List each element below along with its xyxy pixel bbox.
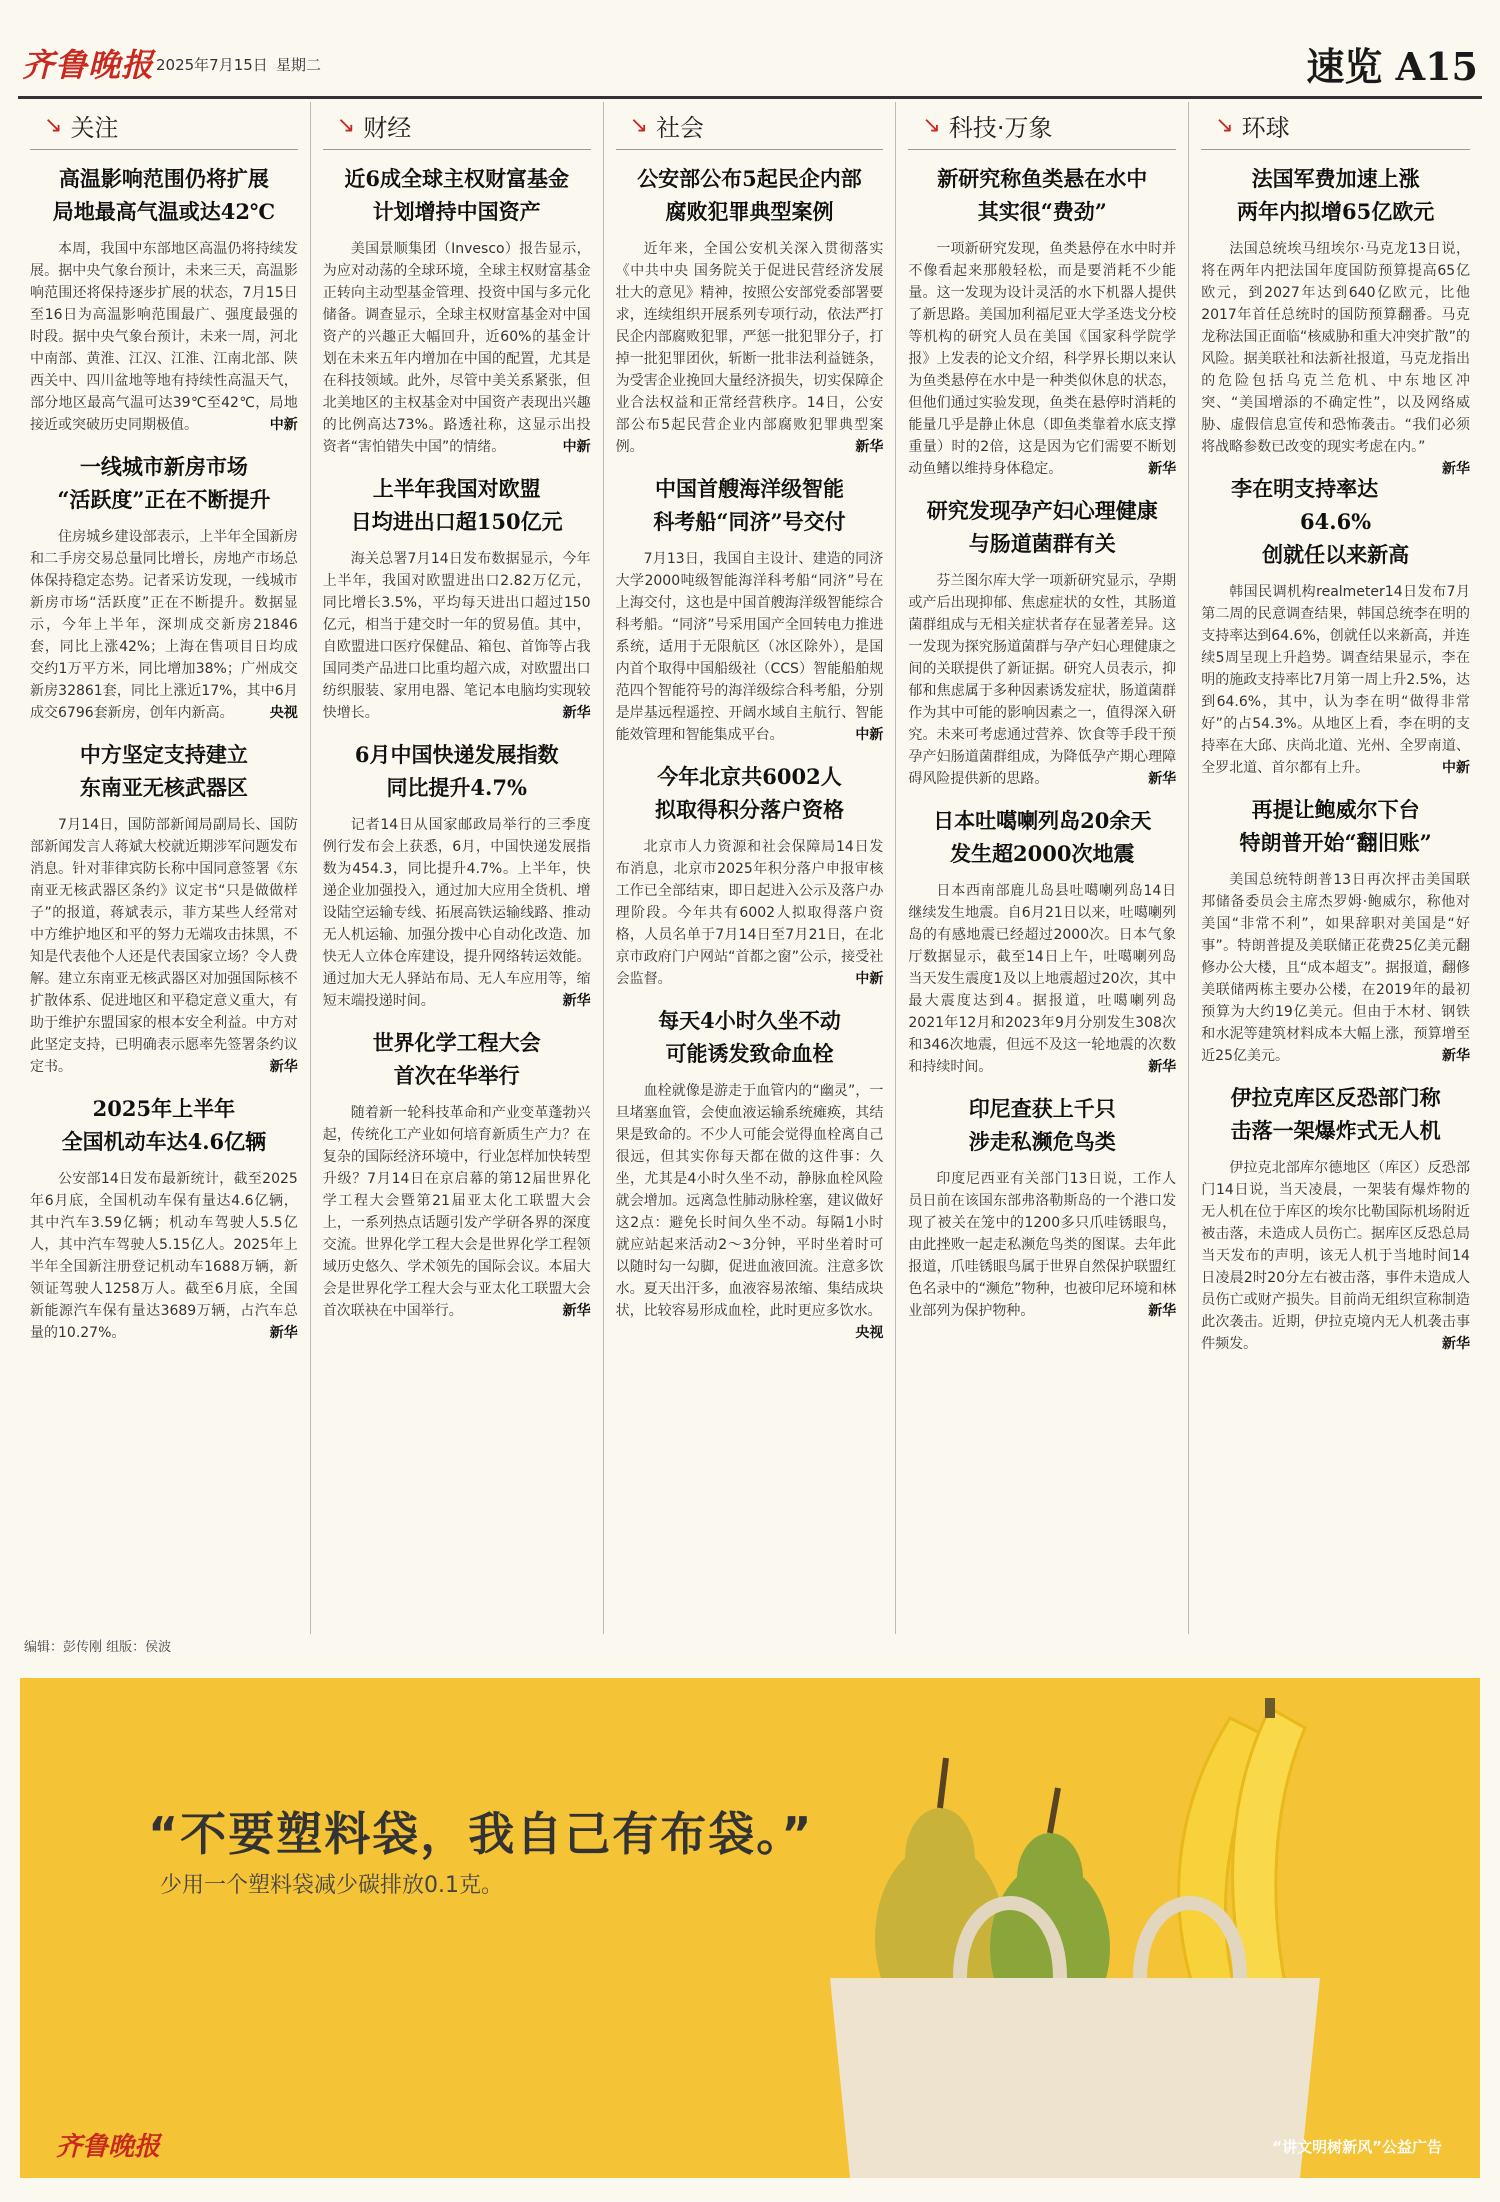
- article-body-wrap: [908, 1168, 1176, 1322]
- article-body-wrap: [323, 1102, 591, 1322]
- section-arrow-icon: ↘: [44, 113, 63, 138]
- news-article: [616, 162, 884, 458]
- newspaper-logo: 齐鲁晚报: [22, 46, 155, 84]
- article-headline: 中方坚定支持建立 东南亚无核武器区: [79, 742, 248, 800]
- issue-date: 2025年7月15日: [156, 56, 268, 74]
- news-article: [1201, 162, 1470, 477]
- issue-weekday: 星期二: [276, 56, 322, 74]
- article-headline: 上半年我国对欧盟 日均进出口超150亿元: [350, 476, 563, 534]
- article-source: 中新: [855, 727, 884, 743]
- article-headline: 研究发现孕产妇心理健康 与肠道菌群有关: [926, 498, 1158, 556]
- section-title: 关注: [70, 114, 119, 142]
- article-source: 新华: [562, 1303, 591, 1319]
- article-body: 公安部14日发布最新统计，截至2025年6月底，全国机动车保有量达4.6亿辆，其中汽车3.59亿辆；机动车驾驶人5.5亿人，其中汽车驾驶人5.15亿人。2025年上半年全国新注册登记机动车1688万辆，新领证驾驶人1258万人。截至6月底，全国新能源汽车保有量达3689万辆，占汽车总量的10.27%。: [30, 1171, 298, 1341]
- article-body: 7月14日，国防部新闻局副局长、国防部新闻发言人蒋斌大校就近期涉军问题发布消息。针对菲律宾防长称中国同意签署《东南亚无核武器区条约》议定书“只是做做样子”的报道，蒋斌表示，菲方某些人经常对中方维护地区和平的努力无端攻击抹黑，不知是代表他个人还是代表国家立场？令人费解。建立东南亚无核武器区对加强国际核不扩散体系、促进地区和平稳定意义重大，有助于维护东盟国家的根本安全利益。中方对此坚定支持，已明确表示愿率先签署条约议定书。: [30, 817, 298, 1075]
- article-body-wrap: [323, 238, 591, 458]
- article-body-wrap: [1201, 581, 1470, 779]
- news-column: [311, 102, 604, 1634]
- news-article: [616, 760, 884, 990]
- article-headline: 一线城市新房市场 “活跃度”正在不断提升: [57, 454, 271, 512]
- article-body-wrap: [1201, 238, 1470, 477]
- news-article: [1201, 1081, 1470, 1355]
- news-article: [30, 450, 298, 724]
- ad-subtitle: 少用一个塑料袋减少碳排放0.1克。: [160, 1873, 503, 1898]
- article-source: 新华: [1441, 1336, 1470, 1352]
- section-title: 环球: [1241, 114, 1290, 142]
- article-body-wrap: [30, 238, 298, 436]
- section-title: 财经: [363, 114, 412, 142]
- article-body-wrap: [908, 570, 1176, 790]
- article-source: 新华: [562, 705, 591, 721]
- article-source: 新华: [1148, 461, 1177, 477]
- news-article: [30, 162, 298, 436]
- news-article: [908, 1092, 1176, 1322]
- ad-note: “讲文明树新风”公益广告: [1272, 2138, 1442, 2156]
- article-body-wrap: [1201, 1157, 1470, 1355]
- article-body: 记者14日从国家邮政局举行的三季度例行发布会上获悉，6月，中国快递发展指数为454.3，同比提升4.7%。上半年，快递企业加强投入，通过加大应用全货机、增设陆空运输专线、拓展高铁运输线路、推动无人机运输、加强分拨中心自动化改造、加快无人立体仓库建设，提升网络转运效能。通过加大无人驿站布局、无人车应用等，缩短末端投递时间。: [322, 817, 591, 1009]
- article-source: 新华: [1441, 1048, 1470, 1064]
- editor-credits: 编辑：彭传刚 组版：侯波: [24, 1640, 172, 1655]
- article-source: 中新: [562, 439, 591, 455]
- article-headline: 李在明支持率达64.6% 创就任以来新高: [1231, 476, 1410, 567]
- article-body-wrap: [30, 526, 298, 724]
- news-article: [323, 1026, 591, 1322]
- article-body: 韩国民调机构realmeter14日发布7月第二周的民意调查结果，韩国总统李在明的支持率达到64.6%，创就任以来新高，并连续5周呈现上升趋势。调查结果显示，李在明的施政支持率比7月第一周上升2.5%，达到64.6%，其中，认为李在明“做得非常好”的占54.3%。从地区上看，李在明的支持率在大邱、庆尚北道、光州、全罗南道、全罗北道、首尔都有上升。: [1201, 584, 1470, 776]
- article-headline: 中国首艘海洋级智能 科考船“同济”号交付: [653, 476, 846, 534]
- article-headline: 高温影响范围仍将扩展 局地最高气温或达42℃: [52, 166, 276, 224]
- article-source: 新华: [1148, 1059, 1177, 1075]
- section-arrow-icon: ↘: [1215, 113, 1234, 138]
- public-service-ad: [20, 1678, 1480, 2178]
- article-body-wrap: [616, 238, 884, 458]
- news-article: [616, 472, 884, 746]
- article-source: 央视: [269, 705, 298, 721]
- article-body: 美国总统特朗普13日再次抨击美国联邦储备委员会主席杰罗姆·鲍威尔，称他对美国“非常不利”，如果辞职对美国是“好事”。特朗普提及美联储正花费25亿美元翻修办公大楼，且“成本超支”。据报道，翻修美联储两栋主要办公楼，在2019年的最初预算为大约19亿美元。但由于木材、钢铁和水泥等建筑材料成本大幅上涨，预算增至近25亿美元。: [1201, 872, 1470, 1064]
- article-body: 住房城乡建设部表示，上半年全国新房和二手房交易总量同比增长，房地产市场总体保持稳定态势。记者采访发现，一线城市新房市场“活跃度”正在不断提升。数据显示，今年上半年，深圳成交新房21846套，同比上涨42%；上海在售项目日均成交约1万平方米，同比增加38%；广州成交新房32861套，同比上涨近17%，其中6月成交6796套新房，创年内新高。: [30, 529, 298, 721]
- article-body-wrap: [30, 1168, 298, 1344]
- article-headline: 法国军费加速上涨 两年内拟增65亿欧元: [1236, 166, 1435, 224]
- news-article: [615, 1004, 884, 1341]
- article-body: 日本西南部鹿儿岛县吐噶喇列岛14日继续发生地震。自6月21日以来，吐噶喇列岛的有感地震已经超过2000次。日本气象厅数据显示，截至14日上午，吐噶喇列岛当天发生震度1及以上地震超过20次，其中最大震度达到4。据报道，吐噶喇列岛2021年12月和2023年9月分别发生308次和346次地震，但远不及这一轮地震的次数和持续时间。: [908, 883, 1177, 1075]
- news-column: [896, 102, 1189, 1634]
- section-header: [616, 102, 884, 150]
- article-body: 伊拉克北部库尔德地区（库区）反恐部门14日说，当天凌晨，一架装有爆炸物的无人机在位于库区的埃尔比勒国际机场附近被击落，未造成人员伤亡。据库区反恐总局当天发布的声明，该无人机于当地时间14日凌晨2时20分左右被击落，事件未造成人员伤亡或财产损失。目前尚无组织宣称制造此次袭击。近期，伊拉克境内无人机袭击事件频发。: [1201, 1160, 1470, 1352]
- section-header: [1201, 102, 1470, 150]
- news-article: [908, 162, 1176, 480]
- ad-slogan: “不要塑料袋，我自己有布袋。”: [148, 1807, 814, 1861]
- article-body: 北京市人力资源和社会保障局14日发布消息，北京市2025年积分落户申报审核工作已全部结束，即日起进入公示及落户办理阶段。今年共有6002人拟取得落户资格，人员名单于7月14日至7月21日，在北京市政府门户网站“首都之窗”公示，接受社会监督。: [615, 839, 884, 987]
- article-source: 中新: [269, 417, 298, 433]
- article-body: 芬兰图尔库大学一项新研究显示，孕期或产后出现抑郁、焦虑症状的女性，其肠道菌群组成与无相关症状者存在显著差异。这一发现为探究肠道菌群与孕产妇心理健康之间的关联提供了新证据。研究人员表示，抑郁和焦虑属于多种因素诱发症状，肠道菌群作为其中可能的影响因素之一，值得深入研究。未来可考虑通过营养、饮食等手段干预孕产妇肠道菌群组成，为降低孕产期心理障碍风险提供新的思路。: [908, 573, 1177, 787]
- article-body-wrap: [908, 238, 1176, 480]
- article-body-wrap: [1201, 869, 1470, 1067]
- news-article: [323, 162, 591, 458]
- article-source: 新华: [269, 1325, 298, 1341]
- article-headline: 伊拉克库区反恐部门称 击落一架爆炸式无人机: [1230, 1085, 1441, 1143]
- section-title: 科技·万象: [948, 114, 1053, 142]
- article-body: 7月13日，我国自主设计、建造的同济大学2000吨级智能海洋科考船“同济”号在上海交付，这也是中国首艘海洋级智能综合科考船。“同济”号采用国产全回转电力推进系统，适用于无限航区（冰区除外），是国内首个取得中国船级社（CCS）智能船舶规范四个智能符号的海洋级综合科考船，分别是岸基远程遥控、开阔水域自主航行、智能能效管理和智能集成平台。: [615, 551, 884, 743]
- article-source: 新华: [1441, 461, 1470, 477]
- news-column: [604, 102, 897, 1634]
- article-source: 新华: [1148, 771, 1177, 787]
- section-header: [323, 102, 591, 150]
- section-title: 社会: [656, 114, 705, 142]
- article-headline: 2025年上半年 全国机动车达4.6亿辆: [61, 1096, 267, 1154]
- article-body-wrap: [615, 1080, 884, 1341]
- article-body: 一项新研究发现，鱼类悬停在水中时并不像看起来那般轻松，而是要消耗不少能量。这一发现为设计灵活的水下机器人提供了新思路。美国加利福尼亚大学圣迭戈分校等机构的研究人员在美国《国家科学院学报》上发表的论文介绍，科学界长期以来认为鱼类悬停在水中是一种类似休息的状态，但他们通过实验发现，鱼类在悬停时消耗的能量几乎是静止休息（即鱼类靠着水底支撑重量）时的2倍，这是因为它们需要不断划动鱼鳍以维持身体稳定。: [908, 241, 1177, 477]
- news-column: [18, 102, 311, 1634]
- article-headline: 6月中国快递发展指数 同比提升4.7%: [354, 742, 559, 800]
- section-arrow-icon: ↘: [336, 113, 356, 138]
- article-body: 本周，我国中东部地区高温仍将持续发展。据中央气象台预计，未来三天，高温影响范围还将保持逐步扩展的状态，7月15日至16日为高温影响范围最广、强度最强的时段。据中央气象台预计，未来一周，河北中南部、黄淮、江汉、江淮、江南北部、陕西关中、四川盆地等地有持续性高温天气，部分地区最高气温可达39℃至42℃，局地接近或突破历史同期极值。: [30, 241, 298, 433]
- article-source: 新华: [269, 1059, 298, 1075]
- article-headline: 每天4小时久坐不动 可能诱发致命血栓: [658, 1008, 841, 1066]
- tote-bag-fruit-illustration: [760, 1678, 1380, 2178]
- article-source: 中新: [855, 971, 884, 987]
- article-headline: 再提让鲍威尔下台 特朗普开始“翻旧账”: [1239, 797, 1432, 855]
- article-source: 中新: [1441, 760, 1470, 776]
- news-article: [323, 738, 591, 1012]
- article-body: 印度尼西亚有关部门13日说，工作人员日前在该国东部弗洛勒斯岛的一个港口发现了被关在笼中的1200多只爪哇锈眼鸟，由此挫败一起走私濒危鸟类的图谋。去年此报道，爪哇锈眼鸟属于世界自然保护联盟红色名录中的“濒危”物种，也被印尼环境和林业部列为保护物种。: [908, 1171, 1177, 1319]
- news-article: [1201, 472, 1470, 779]
- article-headline: 世界化学工程大会 首次在华举行: [372, 1030, 541, 1088]
- article-source: 新华: [562, 993, 591, 1009]
- news-article: [1201, 793, 1470, 1067]
- ad-newspaper-logo: 齐鲁晚报: [56, 2132, 161, 2162]
- masthead: [18, 0, 1482, 110]
- article-headline: 今年北京共6002人 拟取得积分落户资格: [654, 764, 844, 822]
- article-body-wrap: [908, 880, 1176, 1078]
- article-body: 法国总统埃马纽埃尔·马克龙13日说，将在两年内把法国年度国防预算提高65亿欧元，到2027年达到640亿欧元，比他2017年首任总统时的国防预算翻番。马克龙称法国正面临“核威胁和重大冲突扩散”的风险。据美联社和法新社报道，马克龙指出的危险包括乌克兰危机、中东地区冲突、“美国增添的不确定性”，以及网络威胁、虚假信息宣传和恐怖袭击。“我们必须将战略参数已改变的现实考虑在内。”: [1201, 241, 1470, 455]
- article-body: 随着新一轮科技革命和产业变革蓬勃兴起，传统化工产业如何培育新质生产力？在复杂的国际经济环境中，行业怎样加快转型升级？7月14日在京启幕的第12届世界化学工程大会暨第21届亚太化工联盟大会上，一系列热点话题引发产学研各界的深度交流。世界化学工程大会是世界化学工程领域历史悠久、学术领先的国际会议。本届大会是世界化学工程大会与亚太化工联盟大会首次联袂在中国举行。: [322, 1105, 591, 1319]
- section-arrow-icon: ↘: [922, 113, 941, 138]
- article-body-wrap: [616, 836, 884, 990]
- masthead-rule: [18, 96, 1482, 99]
- article-body: 海关总署7月14日发布数据显示，今年上半年，我国对欧盟进出口2.82万亿元，同比增长3.5%，平均每天进出口超过150亿元，相当于建交时一年的贸易值。其中，自欧盟进口医疗保健品、箱包、首饰等占我国同类产品进口比重均超六成，对欧盟出口纺织服装、家用电器、笔记本电脑均实现较快增长。: [322, 551, 591, 721]
- news-article: [908, 494, 1176, 790]
- section-arrow-icon: ↘: [629, 113, 649, 138]
- article-headline: 近6成全球主权财富基金 计划增持中国资产: [344, 166, 569, 224]
- article-body-wrap: [616, 548, 884, 746]
- news-article: [908, 804, 1176, 1078]
- article-body-wrap: [30, 814, 298, 1078]
- news-article: [30, 738, 298, 1078]
- article-headline: 新研究称鱼类悬在水中 其实很“费劲”: [937, 166, 1148, 224]
- article-body: 美国景顺集团（Invesco）报告显示，为应对动荡的全球环境，全球主权财富基金正转向主动型基金管理、投资中国与多元化储备。调查显示，全球主权财富基金对中国资产的兴趣正大幅回升，近60%的基金计划在未来五年内增加在中国的配置，尤其是在科技领域。此外，尽管中美关系紧张，但北美地区的主权基金对中国资产表现出兴趣的比例高达73%。路透社称，这显示出投资者“害怕错失中国”的情绪。: [322, 241, 591, 455]
- page-section-label: 速览 A15: [1306, 44, 1478, 89]
- article-body: 近年来，全国公安机关深入贯彻落实《中共中央 国务院关于促进民营经济发展壮大的意见》精神，按照公安部党委部署要求，连续组织开展系列专项行动，依法严打民企内部腐败犯罪，严惩一批犯罪分子，打掉一批犯罪团伙，斩断一批非法利益链条，为受害企业挽回大量经济损失，切实保障企业合法权益和正常经营秩序。14日，公安部公布5起民营企业内部腐败犯罪典型案例。: [615, 241, 884, 455]
- section-header: [908, 102, 1176, 150]
- article-headline: 公安部公布5起民企内部 腐败犯罪典型案例: [637, 166, 862, 224]
- news-article: [30, 1092, 298, 1344]
- article-source: 新华: [1148, 1303, 1177, 1319]
- news-columns: [18, 102, 1482, 1634]
- article-body-wrap: [323, 548, 591, 724]
- article-headline: 日本吐噶喇列岛20余天 发生超2000次地震: [933, 808, 1152, 866]
- article-source: 央视: [855, 1325, 884, 1341]
- news-column: [1189, 102, 1482, 1634]
- article-body: 血栓就像是游走于血管内的“幽灵”，一旦堵塞血管，会使血液运输系统瘫痪，其结果是致命的。不少人可能会觉得血栓离自己很远，但其实你每天都在做的这件事：久坐，尤其是4小时久坐不动，静脉血栓风险就会增加。远离急性肺动脉栓塞，建议做好这2点：避免长时间久坐不动。每隔1小时就应站起来活动2～3分钟，平时坐着时可以随时勾一勾脚，促进血液回流。注意多饮水。夏天出汗多，血液容易浓缩、集结成块状，比较容易形成血栓，此时更应多饮水。: [615, 1083, 884, 1319]
- section-header: [30, 102, 298, 150]
- news-article: [323, 472, 591, 724]
- article-body-wrap: [323, 814, 591, 1012]
- article-source: 新华: [855, 439, 884, 455]
- article-headline: 印尼查获上千只 涉走私濒危鸟类: [968, 1096, 1116, 1154]
